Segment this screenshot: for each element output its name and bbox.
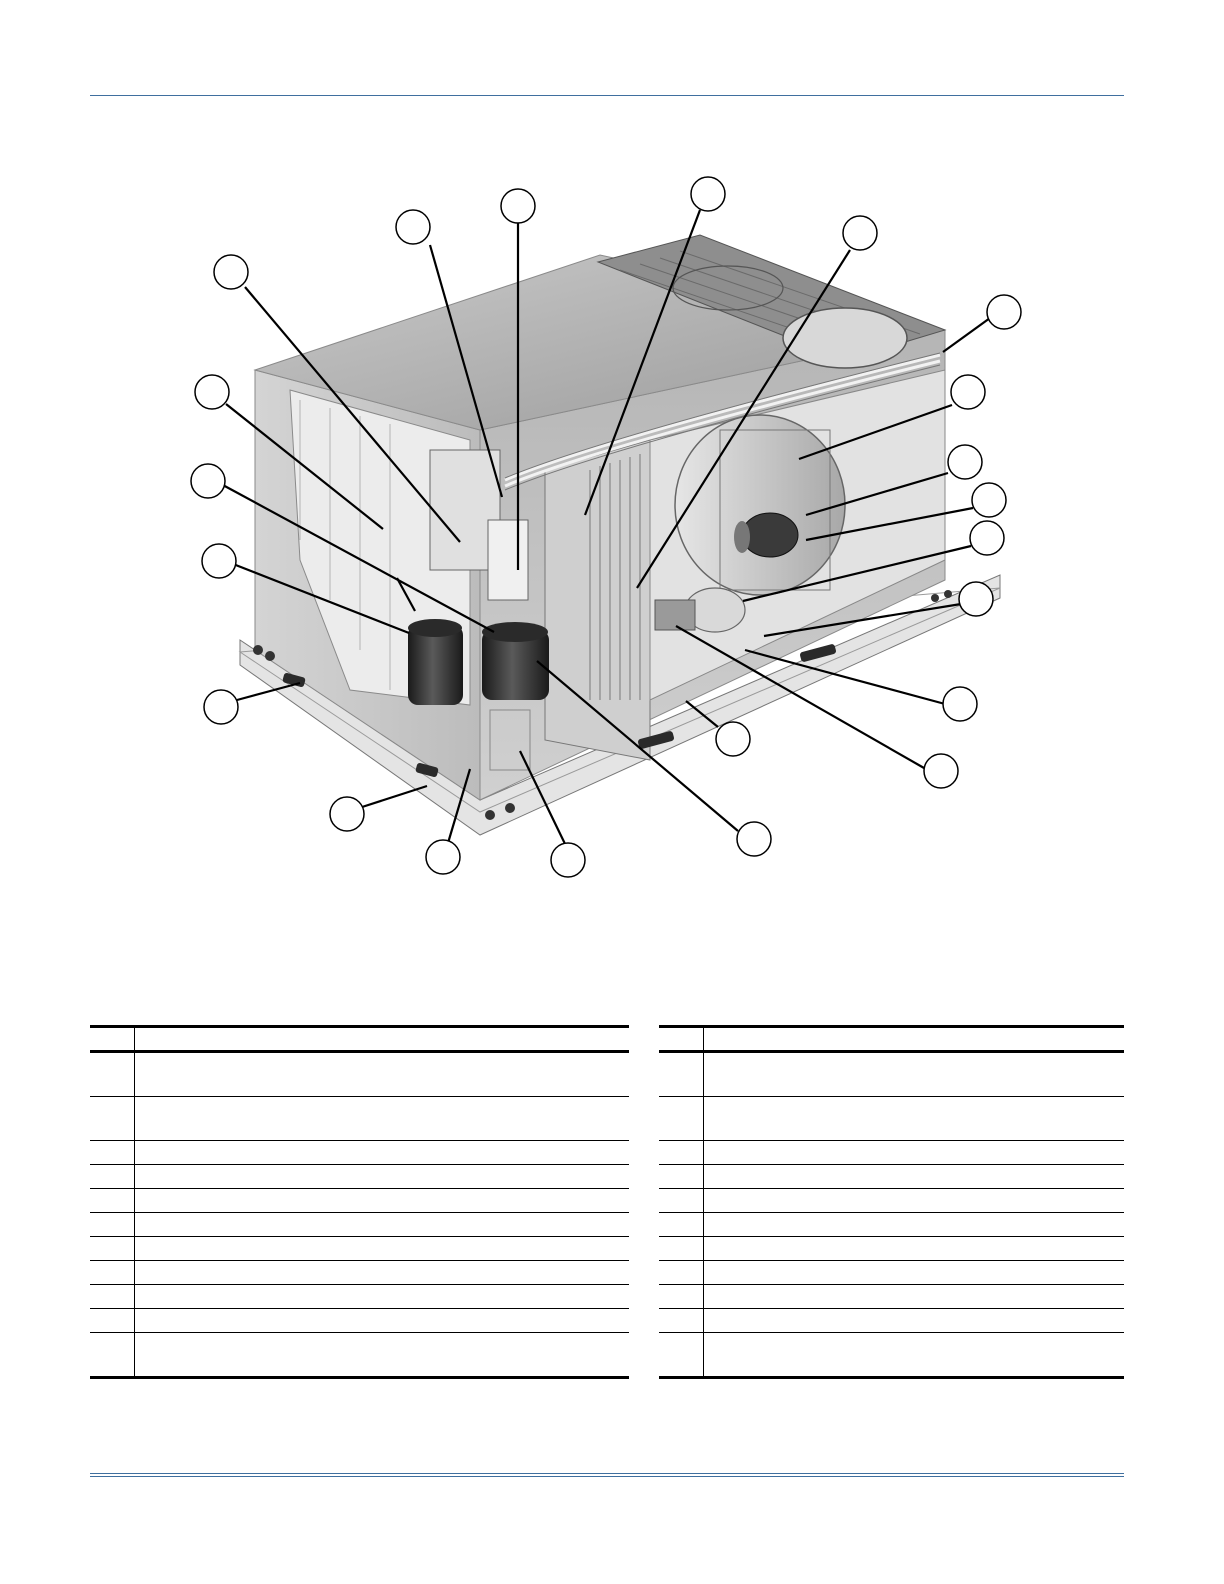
legend-number xyxy=(90,1097,135,1141)
legend-number xyxy=(659,1141,704,1165)
legend-component xyxy=(135,1165,630,1189)
legend-component xyxy=(704,1237,1125,1261)
legend-number xyxy=(659,1333,704,1378)
callout-circle xyxy=(737,822,771,856)
footer-rule xyxy=(90,1473,1124,1477)
legend-number xyxy=(659,1165,704,1189)
condenser-fan xyxy=(783,308,907,368)
legend-header-component xyxy=(704,1027,1125,1052)
callout-circle xyxy=(972,483,1006,517)
callout-circle xyxy=(195,375,229,409)
legend-component xyxy=(135,1141,630,1165)
callout-circle xyxy=(943,687,977,721)
legend-number xyxy=(90,1165,135,1189)
legend-component xyxy=(135,1285,630,1309)
legend-header-number xyxy=(659,1027,704,1052)
legend-component xyxy=(135,1261,630,1285)
legend-component xyxy=(135,1097,630,1141)
legend-component xyxy=(135,1333,630,1378)
callout-circle xyxy=(951,375,985,409)
callout-circle xyxy=(501,189,535,223)
compressor-1 xyxy=(408,625,463,705)
callout-circle xyxy=(191,464,225,498)
legend-component xyxy=(704,1097,1125,1141)
legend-number xyxy=(90,1052,135,1097)
legend-header-component xyxy=(135,1027,630,1052)
legend-number xyxy=(90,1141,135,1165)
component-legend-left xyxy=(90,1025,629,1379)
legend-number xyxy=(659,1097,704,1141)
legend-number xyxy=(659,1237,704,1261)
legend-component xyxy=(135,1189,630,1213)
legend-component xyxy=(704,1261,1125,1285)
callout-circle xyxy=(202,544,236,578)
callout-circle xyxy=(716,722,750,756)
legend-number xyxy=(90,1309,135,1333)
callout-circle xyxy=(843,216,877,250)
legend-component xyxy=(135,1213,630,1237)
callout-circle xyxy=(691,177,725,211)
callout-circle xyxy=(959,582,993,616)
legend-component xyxy=(135,1309,630,1333)
legend-component xyxy=(704,1165,1125,1189)
legend-component xyxy=(704,1189,1125,1213)
legend-number xyxy=(90,1237,135,1261)
legend-header-number xyxy=(90,1027,135,1052)
legend-number xyxy=(659,1052,704,1097)
legend-number xyxy=(90,1261,135,1285)
legend-number xyxy=(659,1261,704,1285)
blower-housing xyxy=(675,415,845,595)
legend-component xyxy=(135,1237,630,1261)
legend-component xyxy=(704,1333,1125,1378)
callout-circle xyxy=(551,843,585,877)
legend-component xyxy=(704,1285,1125,1309)
callout-circle xyxy=(426,840,460,874)
legend-component xyxy=(704,1141,1125,1165)
legend-number xyxy=(659,1189,704,1213)
legend-number xyxy=(90,1285,135,1309)
component-legend-right xyxy=(659,1025,1124,1379)
blower-motor xyxy=(742,513,798,557)
callout-circle xyxy=(924,754,958,788)
callout-circle xyxy=(214,255,248,289)
legend-component xyxy=(704,1052,1125,1097)
legend-number xyxy=(659,1213,704,1237)
legend-component xyxy=(704,1213,1125,1237)
callout-circle xyxy=(987,295,1021,329)
legend-number xyxy=(90,1189,135,1213)
legend-number xyxy=(90,1213,135,1237)
callout-circle xyxy=(396,210,430,244)
callout-circle xyxy=(330,797,364,831)
callout-circle xyxy=(204,690,238,724)
legend-number xyxy=(90,1333,135,1378)
legend-component xyxy=(135,1052,630,1097)
legend-number xyxy=(659,1285,704,1309)
legend-number xyxy=(659,1309,704,1333)
legend-component xyxy=(704,1309,1125,1333)
callout-circle xyxy=(948,445,982,479)
callout-circle xyxy=(970,521,1004,555)
